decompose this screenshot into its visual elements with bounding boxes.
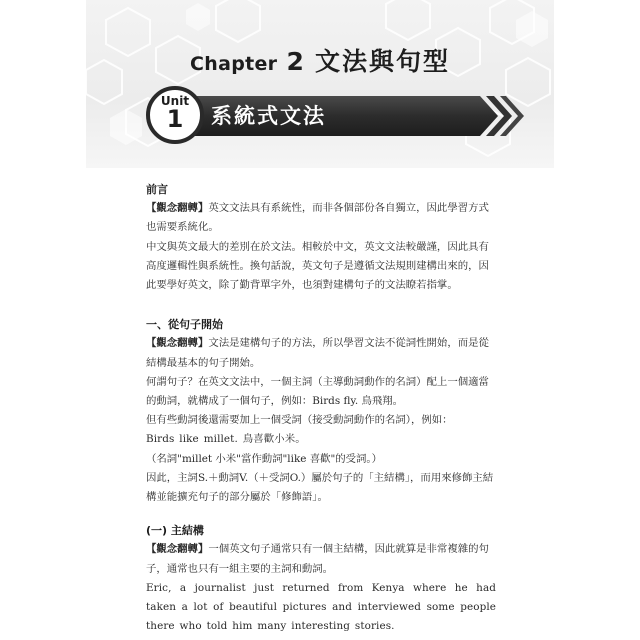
example-sentence: Birds like millet. 鳥喜歡小米。 [146, 433, 306, 446]
section-paragraph-2: 何謂句子？在英文文法中，一個主詞（主導動詞動作的名詞）配上一個適當的動詞，就構成了一個句子，例如：Birds fly. 鳥飛翔。 [146, 375, 489, 408]
subsection-text-1: 一個英文句子通常只有一個主結構，因此就算是非常複雜的句子，通常也只有一組主要的主詞和動詞。 [146, 543, 489, 575]
concept-tag: 【觀念翻轉】 [146, 543, 209, 556]
spacer [146, 507, 496, 521]
unit-number: 1 [166, 105, 184, 133]
hexagon-pattern-background [86, 0, 554, 168]
chapter-header-band [86, 0, 554, 168]
example-note: （名詞"millet 小米"當作動詞"like 喜歡"的受詞。） [146, 452, 383, 465]
unit-badge [146, 86, 204, 144]
subsection-heading: (一) 主結構 [146, 524, 204, 538]
chapter-word: Chapter [190, 53, 278, 75]
concept-tag: 【觀念翻轉】 [146, 337, 209, 350]
chapter-number: 2 [286, 47, 304, 76]
spacer [146, 295, 496, 315]
preface-paragraph-2: 中文與英文最大的差別在於文法。相較於中文，英文文法較嚴謹，因此具有高度邏輯性與系統性。換句話說，英文句子是遵循文法規則建構出來的，因此要學好英文，除了勤背單字外，也須對建構句子的文法瞭若指掌。 [146, 240, 489, 292]
section-heading: 一、從句子開始 [146, 318, 223, 332]
preface-text-1: 英文文法具有系統性，而非各個部份各自獨立，因此學習方式也需要系統化。 [146, 202, 489, 234]
section-paragraph-3: 但有些動詞後還需要加上一個受詞（接受動詞動作的名詞），例如： [146, 414, 453, 427]
english-example-paragraph: Eric, a journalist just returned from Kenya where he had taken a lot of beautiful pictures and interviewed some people there who told him many interesting stories. [146, 581, 496, 633]
preface-heading: 前言 [146, 183, 168, 196]
chapter-title [86, 42, 554, 78]
page-body [146, 180, 496, 636]
section-paragraph-1 [146, 334, 496, 372]
chapter-name: 文法與句型 [314, 47, 450, 76]
section-paragraph-4: 因此，主詞S.＋動詞V.（＋受詞O.）屬於句子的「主結構」，而用來修飾主結構並能擴充句子的部分屬於「修飾語」。 [146, 471, 494, 504]
unit-word: Unit [160, 94, 190, 108]
concept-tag: 【觀念翻轉】 [146, 202, 209, 215]
subsection-paragraph-1 [146, 540, 496, 578]
unit-title: 系統式文法 [211, 104, 326, 128]
section-text-1: 文法是建構句子的方法，所以學習文法不從詞性開始，而是從結構最基本的句子開始。 [146, 337, 489, 369]
preface-paragraph-1 [146, 199, 496, 237]
book-page [86, 0, 554, 640]
